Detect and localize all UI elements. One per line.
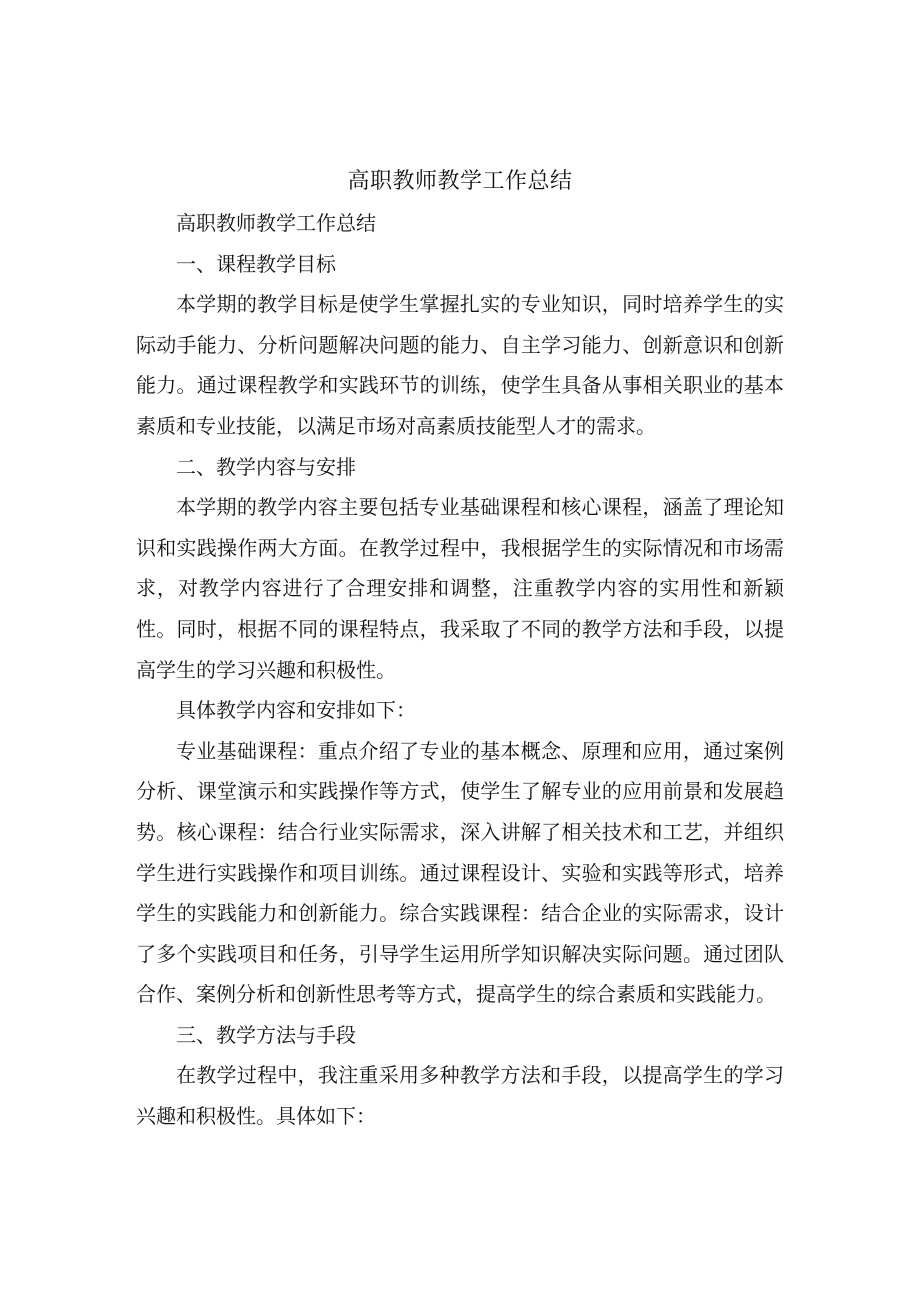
- content-paragraph: 本学期的教学内容主要包括专业基础课程和核心课程，涵盖了理论知识和实践操作两大方面。在教学过程中，我根据学生的实际情况和市场需求，对教学内容进行了合理安排和调整，注重教学内容的实用性和新颖性。同时，根据不同的课程特点，我采取了不同的教学方法和手段，以提高学生的学习兴趣和积极性。: [136, 495, 784, 682]
- section-heading-content: 二、教学内容与安排: [176, 454, 356, 479]
- goals-paragraph: 本学期的教学目标是使学生掌握扎实的专业知识，同时培养学生的实际动手能力、分析问题解决问题的能力、自主学习能力、创新意识和创新能力。通过课程教学和实践环节的训练，使学生具备从事相关职业的基本素质和专业技能，以满足市场对高素质技能型人才的需求。: [136, 292, 784, 438]
- methods-paragraph: 在教学过程中，我注重采用多种教学方法和手段，以提高学生的学习兴趣和积极性。具体如下：: [136, 1063, 784, 1129]
- course-detail-paragraph: 专业基础课程：重点介绍了专业的基本概念、原理和应用，通过案例分析、课堂演示和实践操作等方式，使学生了解专业的应用前景和发展趋势。核心课程：结合行业实际需求，深入讲解了相关技术和工艺，并组织学生进行实践操作和项目训练。通过课程设计、实验和实践等形式，培养学生的实践能力和创新能力。综合实践课程：结合企业的实际需求，设计了多个实践项目和任务，引导学生运用所学知识解决实际问题。通过团队合作、案例分析和创新性思考等方式，提高学生的综合素质和实践能力。: [136, 738, 784, 1007]
- document-body: [136, 161, 784, 1137]
- section-heading-goals: 一、课程教学目标: [176, 251, 336, 276]
- section-heading-methods: 三、教学方法与手段: [176, 1022, 356, 1047]
- document-subtitle: 高职教师教学工作总结: [176, 211, 376, 235]
- document-title: 高职教师教学工作总结: [347, 169, 573, 194]
- content-arrangement-intro: 具体教学内容和安排如下：: [176, 698, 416, 723]
